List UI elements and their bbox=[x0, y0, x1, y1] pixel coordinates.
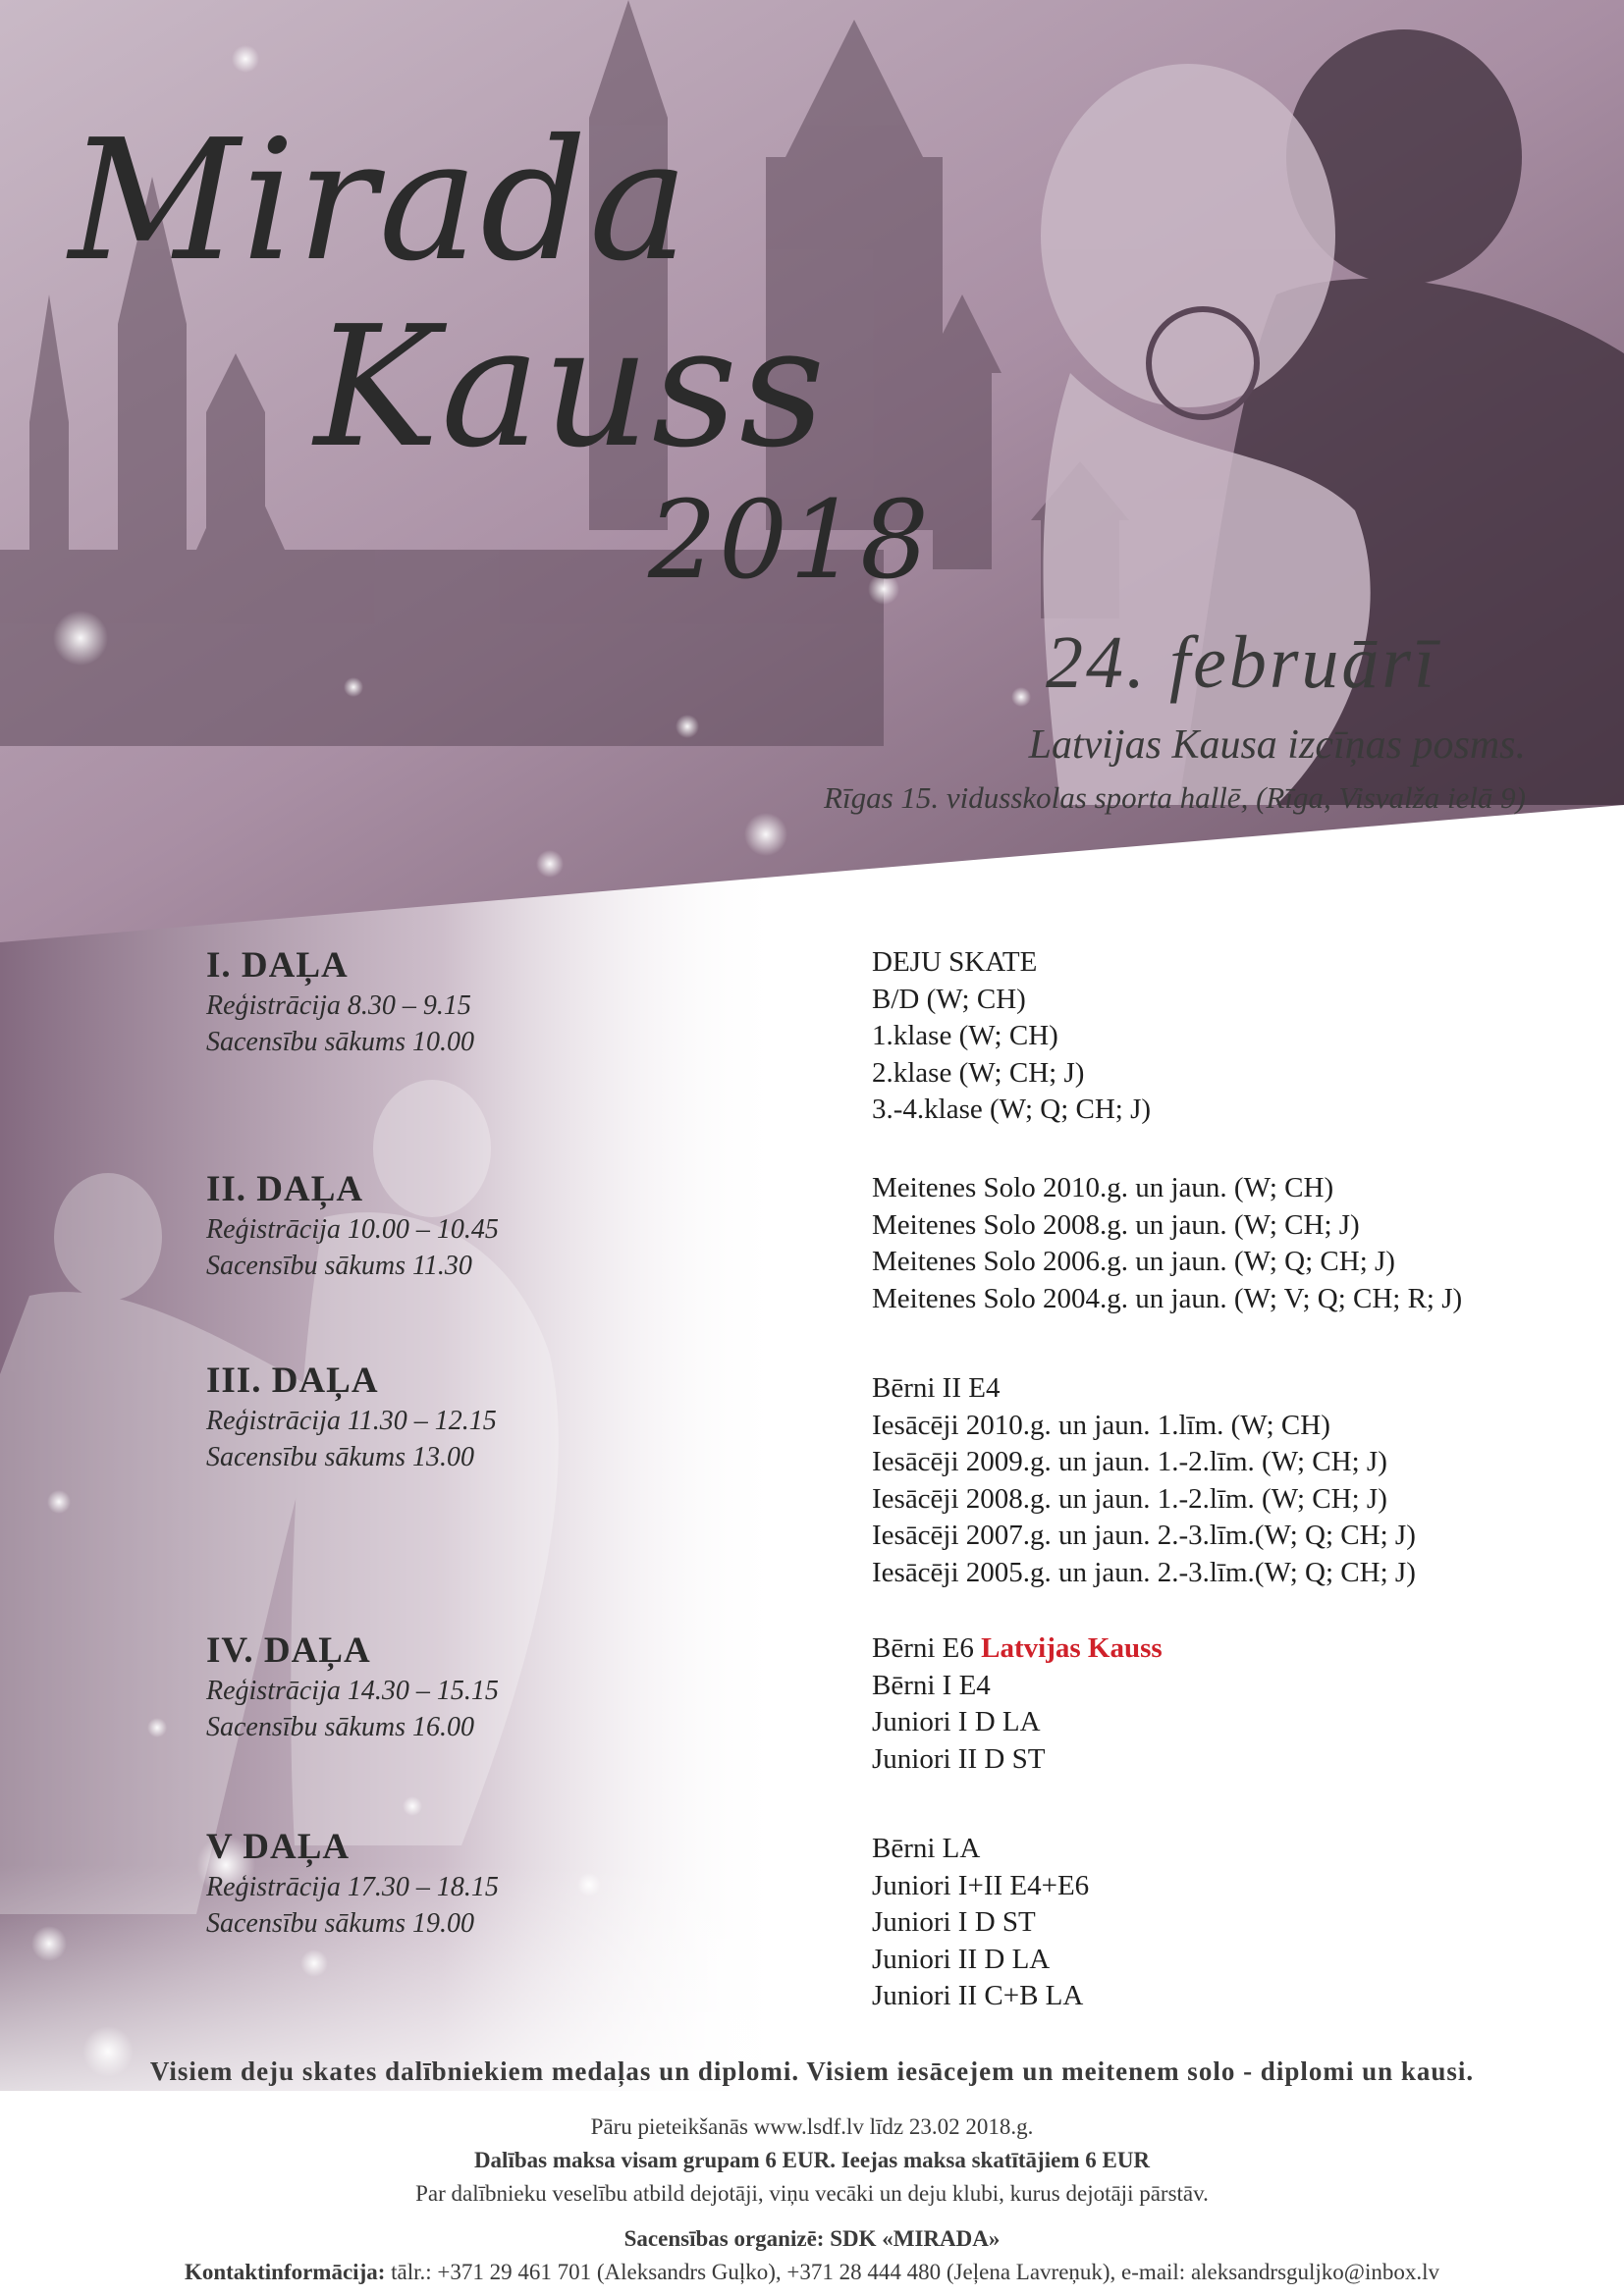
group-item: Juniori II C+B LA bbox=[872, 1980, 1084, 2011]
group-item: Juniori I D LA bbox=[872, 1706, 1041, 1737]
awards-note: Visiem deju skates dalībniekiem medaļas un diplomi. Visiem iesācejem un meitenem solo - diplomi un kausi. bbox=[149, 2056, 1475, 2086]
part-registration: Reģistrācija 14.30 – 15.15 bbox=[206, 1676, 499, 1706]
groups-part-5 bbox=[872, 1831, 1089, 2015]
part-start: Sacensību sākums 11.30 bbox=[206, 1251, 472, 1281]
group-item: Meitenes Solo 2006.g. un jaun. (W; Q; CH; J) bbox=[872, 1246, 1395, 1277]
part-title: I. DAĻA bbox=[206, 945, 349, 986]
part-registration: Reģistrācija 10.00 – 10.45 bbox=[206, 1214, 499, 1245]
group-item: DEJU SKATE bbox=[872, 946, 1038, 978]
part-4 bbox=[206, 1629, 499, 1745]
group-item: Juniori II D ST bbox=[872, 1742, 1046, 1775]
group-item: Bērni LA bbox=[872, 1833, 981, 1864]
registration-line: Pāru pieteikšanās www.lsdf.lv līdz 23.02 2018.g. bbox=[590, 2114, 1034, 2139]
contact-label: Kontaktinformācija: bbox=[184, 2260, 386, 2284]
title-year: 2018 bbox=[648, 477, 931, 603]
part-2 bbox=[206, 1168, 499, 1284]
group-item: Bērni I E4 bbox=[872, 1669, 991, 1701]
group-item: Iesācēji 2010.g. un jaun. 1.līm. (W; CH) bbox=[872, 1409, 1330, 1441]
contact-line bbox=[0, 2256, 1624, 2289]
organizer-label: Sacensības organizē: bbox=[623, 2226, 825, 2251]
part-title: II. DAĻA bbox=[206, 1169, 364, 1209]
registration-info bbox=[0, 2110, 1624, 2211]
part-start: Sacensību sākums 16.00 bbox=[206, 1712, 474, 1742]
organizer-line bbox=[0, 2222, 1624, 2256]
part-registration: Reģistrācija 11.30 – 12.15 bbox=[206, 1406, 497, 1436]
group-item bbox=[872, 1630, 1163, 1668]
group-item: B/D (W; CH) bbox=[872, 983, 1026, 1015]
event-subtitle: Latvijas Kausa izcīņas posms. bbox=[1028, 722, 1526, 768]
group-item: Meitenes Solo 2004.g. un jaun. (W; V; Q; CH; R; J) bbox=[872, 1282, 1463, 1314]
title-mirada: Mirada bbox=[69, 104, 691, 298]
contact-details: tālr.: +371 29 461 701 (Aleksandrs Guļko), +371 28 444 480 (Jeļena Lavreņuk), e-mail: aleksandrsguljko@inbox.lv bbox=[391, 2260, 1440, 2284]
group-item: Juniori I+II E4+E6 bbox=[872, 1869, 1090, 1901]
groups-part-3 bbox=[872, 1370, 1416, 1591]
title-kauss: Kauss bbox=[314, 291, 828, 485]
part-3 bbox=[206, 1360, 497, 1475]
part-start: Sacensību sākums 19.00 bbox=[206, 1908, 474, 1939]
group-item: Meitenes Solo 2010.g. un jaun. (W; CH) bbox=[872, 1172, 1334, 1203]
group-item: 1.klase (W; CH) bbox=[872, 1020, 1058, 1051]
group-item: 2.klase (W; CH; J) bbox=[872, 1056, 1085, 1089]
groups-part-2 bbox=[872, 1170, 1462, 1317]
group-item: Juniori II D LA bbox=[872, 1943, 1051, 1975]
group-item: Iesācēji 2005.g. un jaun. 2.-3.līm.(W; Q; CH; J) bbox=[872, 1556, 1416, 1588]
group-item: Juniori I D ST bbox=[872, 1906, 1036, 1938]
group-item: Iesācēji 2007.g. un jaun. 2.-3.līm.(W; Q; CH; J) bbox=[872, 1520, 1416, 1551]
part-title: IV. DAĻA bbox=[206, 1630, 371, 1671]
group-item: 3.-4.klase (W; Q; CH; J) bbox=[872, 1094, 1152, 1125]
group-item: Meitenes Solo 2008.g. un jaun. (W; CH; J) bbox=[872, 1208, 1360, 1241]
part-registration: Reģistrācija 17.30 – 18.15 bbox=[206, 1872, 499, 1902]
group-item: Iesācēji 2008.g. un jaun. 1.-2.līm. (W; CH; J) bbox=[872, 1482, 1387, 1515]
organizer-name: SDK «MIRADA» bbox=[830, 2226, 1001, 2251]
part-title: V DAĻA bbox=[206, 1827, 351, 1867]
part-1 bbox=[206, 944, 474, 1060]
health-line: Par dalībnieku veselību atbild dejotāji, viņu vecāki un deju klubi, kurus dejotāji pārstāv. bbox=[415, 2181, 1209, 2206]
part-title: III. DAĻA bbox=[206, 1361, 379, 1401]
cup-label: Latvijas Kauss bbox=[981, 1632, 1163, 1664]
part-start: Sacensību sākums 13.00 bbox=[206, 1442, 474, 1472]
organizer-info bbox=[0, 2222, 1624, 2289]
part-registration: Reģistrācija 8.30 – 9.15 bbox=[206, 990, 471, 1021]
event-date: 24. februārī bbox=[1046, 621, 1438, 704]
fees-line: Dalības maksa visam grupam 6 EUR. Ieejas maksa skatītājiem 6 EUR bbox=[473, 2148, 1151, 2172]
event-venue: Rīgas 15. vidusskolas sporta hallē, (Rīga, Visvalža ielā 9) bbox=[824, 780, 1526, 815]
group-item-text: Bērni E6 bbox=[872, 1632, 974, 1664]
group-item: Bērni II E4 bbox=[872, 1372, 1001, 1404]
part-start: Sacensību sākums 10.00 bbox=[206, 1027, 474, 1057]
part-5 bbox=[206, 1826, 499, 1942]
groups-part-4 bbox=[872, 1630, 1163, 1778]
groups-part-1 bbox=[872, 944, 1151, 1129]
group-item: Iesācēji 2009.g. un jaun. 1.-2.līm. (W; CH; J) bbox=[872, 1446, 1387, 1477]
